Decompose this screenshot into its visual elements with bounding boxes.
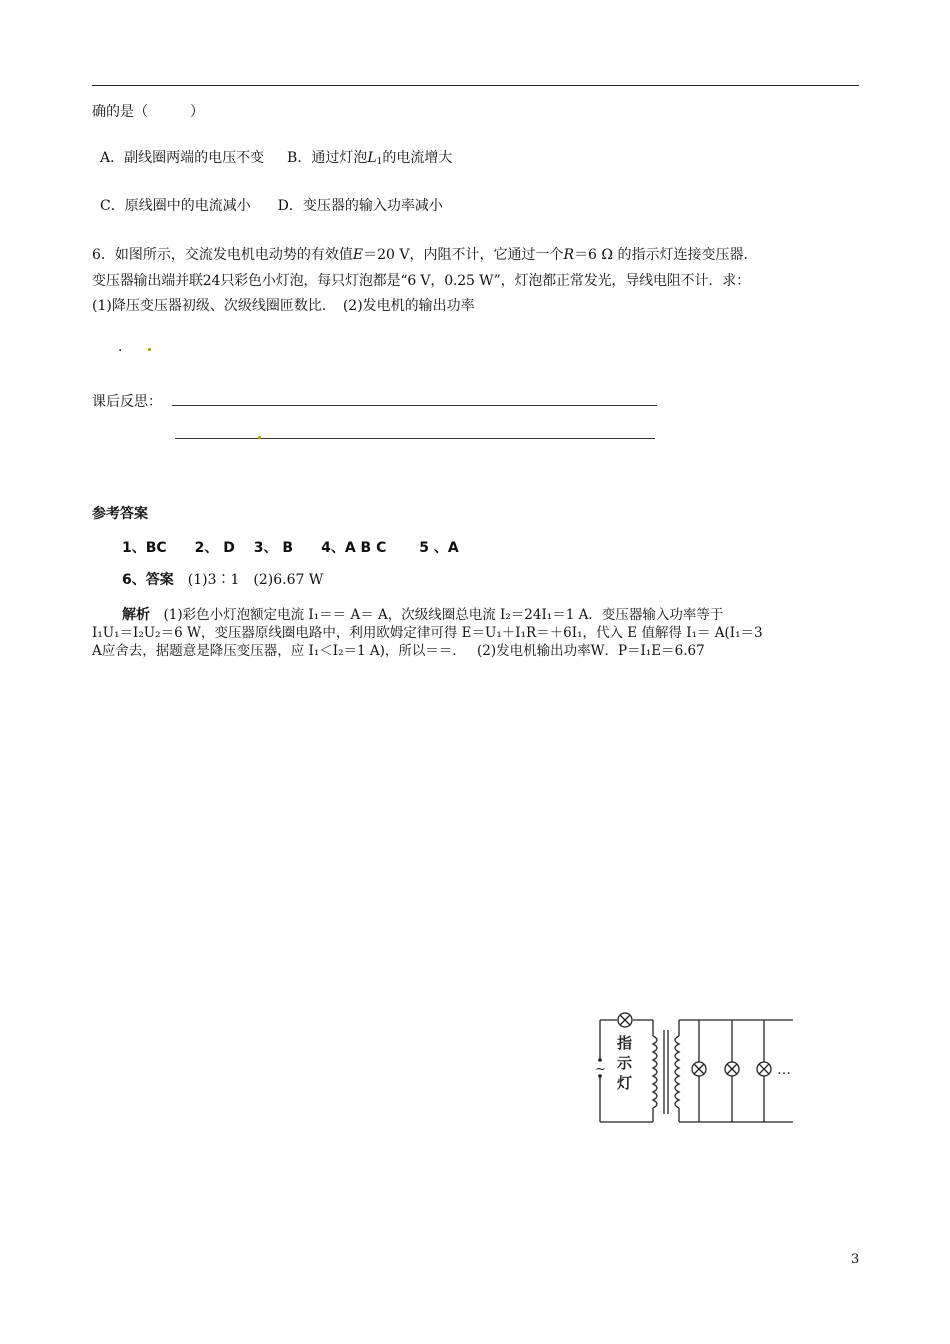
analysis-line2: I₁U₁＝I₂U₂＝6 W，变压器原线圈电路中，利用欧姆定律可得 E＝U₁＋I₁R＝＋6I₁，代入 E 值解得 I₁＝ A(I₁＝3 [92,625,763,641]
page-number: 3 [851,1252,860,1267]
reflection-line-2 [175,438,655,439]
q6-line3: (1)降压变压器初级、次级线圈匝数比． (2)发电机的输出功率 [92,298,475,314]
reflection-label: 课后反思： [92,394,162,410]
analysis-line1: 解析 (1)彩色小灯泡额定电流 I₁＝＝ A＝ A，次级线圈总电流 I₂＝24I₁＝1 A．变压器输入功率等于 [122,607,724,623]
analysis-line3: A应舍去，据题意是降压变压器，应 I₁＜I₂＝1 A)，所以＝＝． (2)发电机输出功率W．P＝I₁E＝6.67 [92,643,705,659]
q5-option-a: A．副线圈两端的电压不变 [100,150,265,166]
ellipsis: … [777,1062,791,1078]
q5-options-row2 [100,195,443,215]
q6-dot-line: ． [118,339,132,355]
q5-stem-tail: 确的是（ ） [92,104,204,120]
stray-mark [148,348,151,351]
answers-heading: 参考答案 [92,506,148,522]
indicator-label-1: 指 [617,1034,633,1052]
q6-line2: 变压器输出端并联24只彩色小灯泡，每只灯泡都是“6 V，0.25 W”，灯泡都正常发光，导线电阻不计．求： [92,273,750,289]
indicator-label-2: 示 [617,1054,633,1072]
q5-option-c: C．原线圈中的电流减小 [100,198,251,214]
reflection-line-1 [172,405,657,406]
answers-q6: 6、答案 (1)3∶1 (2)6.67 W [122,572,324,588]
header-rule [92,85,859,86]
q5-options-row1 [100,147,452,167]
indicator-label-3: 灯 [617,1074,633,1092]
answers-line1: 1、BC 2、 D 3、 B 4、A B C 5 、A [122,540,459,556]
circuit-diagram [585,1008,805,1148]
q5-option-b: B．通过灯泡$L_1$的电流增大 [287,150,453,167]
stray-mark-2 [258,436,261,439]
q5-option-d: D．变压器的输入功率减小 [277,198,443,214]
q6-line1: 6．如图所示，交流发电机电动势的有效值E＝20 V，内阻不计，它通过一个R＝6 Ω 的指示灯连接变压器． [92,247,758,263]
ac-source-symbol: ~ [595,1062,606,1077]
